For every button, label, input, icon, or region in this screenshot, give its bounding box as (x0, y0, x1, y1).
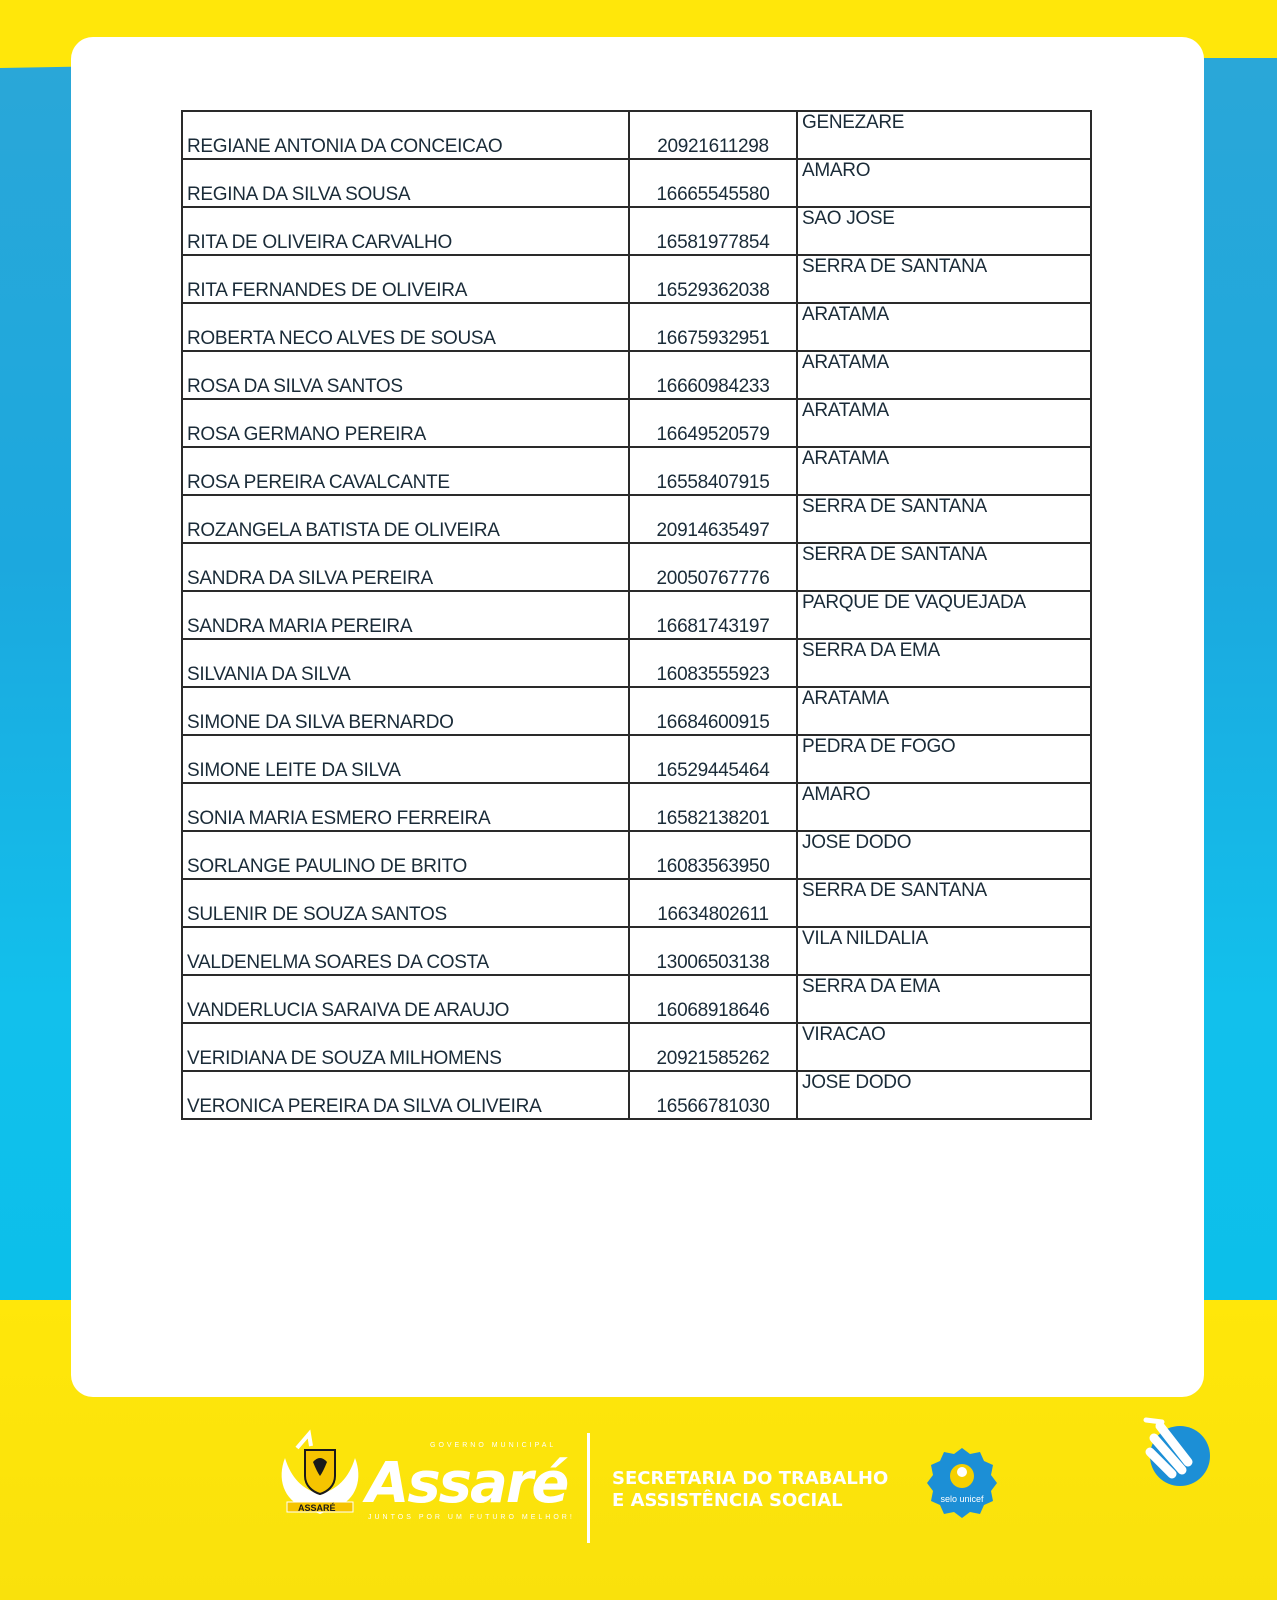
name-cell: ROZANGELA BATISTA DE OLIVEIRA (182, 495, 629, 543)
id-cell: 16684600915 (629, 687, 797, 735)
id-cell: 16529362038 (629, 255, 797, 303)
id-cell: 16634802611 (629, 879, 797, 927)
table-row (182, 207, 1091, 255)
brand-tagline: JUNTOS POR UM FUTURO MELHOR! (368, 1514, 575, 1521)
location-cell: VIRACAO (797, 1023, 1091, 1071)
location-cell: PEDRA DE FOGO (797, 735, 1091, 783)
table-row (182, 591, 1091, 639)
name-cell: ROBERTA NECO ALVES DE SOUSA (182, 303, 629, 351)
location-cell: SERRA DE SANTANA (797, 495, 1091, 543)
table-row (182, 687, 1091, 735)
location-cell: ARATAMA (797, 687, 1091, 735)
id-cell: 20921611298 (629, 111, 797, 159)
name-cell: SIMONE LEITE DA SILVA (182, 735, 629, 783)
footer (0, 1400, 1277, 1580)
name-cell: VANDERLUCIA SARAIVA DE ARAUJO (182, 975, 629, 1023)
unicef-seal-icon (924, 1446, 1000, 1522)
table-row (182, 831, 1091, 879)
department-name (612, 1468, 888, 1512)
id-cell: 16083555923 (629, 639, 797, 687)
location-cell: ARATAMA (797, 447, 1091, 495)
name-cell: VERIDIANA DE SOUZA MILHOMENS (182, 1023, 629, 1071)
id-cell: 16675932951 (629, 303, 797, 351)
name-cell: RITA DE OLIVEIRA CARVALHO (182, 207, 629, 255)
table-row (182, 255, 1091, 303)
table-row (182, 1023, 1091, 1071)
table-row (182, 879, 1091, 927)
id-cell: 16582138201 (629, 783, 797, 831)
location-cell: AMARO (797, 783, 1091, 831)
location-cell: JOSE DODO (797, 1071, 1091, 1119)
table-row (182, 399, 1091, 447)
table-row (182, 495, 1091, 543)
name-cell: SANDRA MARIA PEREIRA (182, 591, 629, 639)
id-cell: 16660984233 (629, 351, 797, 399)
location-cell: JOSE DODO (797, 831, 1091, 879)
location-cell: GENEZARE (797, 111, 1091, 159)
seal-text: selo unicef (940, 1494, 984, 1504)
table-row (182, 351, 1091, 399)
name-cell: ROSA GERMANO PEREIRA (182, 399, 629, 447)
table-row (182, 111, 1091, 159)
table-row (182, 159, 1091, 207)
footer-divider (587, 1433, 590, 1543)
name-cell: REGINA DA SILVA SOUSA (182, 159, 629, 207)
name-cell: REGIANE ANTONIA DA CONCEICAO (182, 111, 629, 159)
logo-banner-text: ASSARÉ (298, 1503, 336, 1513)
table-row (182, 975, 1091, 1023)
id-cell: 13006503138 (629, 927, 797, 975)
location-cell: SERRA DE SANTANA (797, 255, 1091, 303)
name-cell: SANDRA DA SILVA PEREIRA (182, 543, 629, 591)
name-cell: RITA FERNANDES DE OLIVEIRA (182, 255, 629, 303)
table-row (182, 927, 1091, 975)
beneficiary-table (181, 110, 1092, 1120)
location-cell: ARATAMA (797, 351, 1091, 399)
hand-gesture-icon (1132, 1412, 1218, 1498)
name-cell: VALDENELMA SOARES DA COSTA (182, 927, 629, 975)
table-row (182, 543, 1091, 591)
name-cell: SILVANIA DA SILVA (182, 639, 629, 687)
table-row (182, 447, 1091, 495)
name-cell: SORLANGE PAULINO DE BRITO (182, 831, 629, 879)
location-cell: SERRA DA EMA (797, 975, 1091, 1023)
table-row (182, 639, 1091, 687)
location-cell: SAO JOSE (797, 207, 1091, 255)
id-cell: 16083563950 (629, 831, 797, 879)
id-cell: 16581977854 (629, 207, 797, 255)
name-cell: SULENIR DE SOUZA SANTOS (182, 879, 629, 927)
table-row (182, 783, 1091, 831)
id-cell: 16529445464 (629, 735, 797, 783)
id-cell: 16649520579 (629, 399, 797, 447)
location-cell: ARATAMA (797, 399, 1091, 447)
table-row (182, 735, 1091, 783)
department-line-1: SECRETARIA DO TRABALHO (612, 1468, 889, 1489)
id-cell: 16558407915 (629, 447, 797, 495)
location-cell: PARQUE DE VAQUEJADA (797, 591, 1091, 639)
id-cell: 16681743197 (629, 591, 797, 639)
brand-top-text: GOVERNO MUNICIPAL (430, 1442, 557, 1449)
location-cell: VILA NILDALIA (797, 927, 1091, 975)
id-cell: 16665545580 (629, 159, 797, 207)
location-cell: ARATAMA (797, 303, 1091, 351)
location-cell: SERRA DA EMA (797, 639, 1091, 687)
location-cell: AMARO (797, 159, 1091, 207)
location-cell: SERRA DE SANTANA (797, 543, 1091, 591)
department-line-2: E ASSISTÊNCIA SOCIAL (612, 1490, 843, 1511)
name-cell: ROSA PEREIRA CAVALCANTE (182, 447, 629, 495)
id-cell: 20050767776 (629, 543, 797, 591)
id-cell: 20914635497 (629, 495, 797, 543)
name-cell: ROSA DA SILVA SANTOS (182, 351, 629, 399)
id-cell: 16068918646 (629, 975, 797, 1023)
location-cell: SERRA DE SANTANA (797, 879, 1091, 927)
id-cell: 20921585262 (629, 1023, 797, 1071)
brand-name: Assaré (366, 1451, 568, 1516)
table-row (182, 303, 1091, 351)
table-row (182, 1071, 1091, 1119)
id-cell: 16566781030 (629, 1071, 797, 1119)
name-cell: SONIA MARIA ESMERO FERREIRA (182, 783, 629, 831)
name-cell: VERONICA PEREIRA DA SILVA OLIVEIRA (182, 1071, 629, 1119)
name-cell: SIMONE DA SILVA BERNARDO (182, 687, 629, 735)
